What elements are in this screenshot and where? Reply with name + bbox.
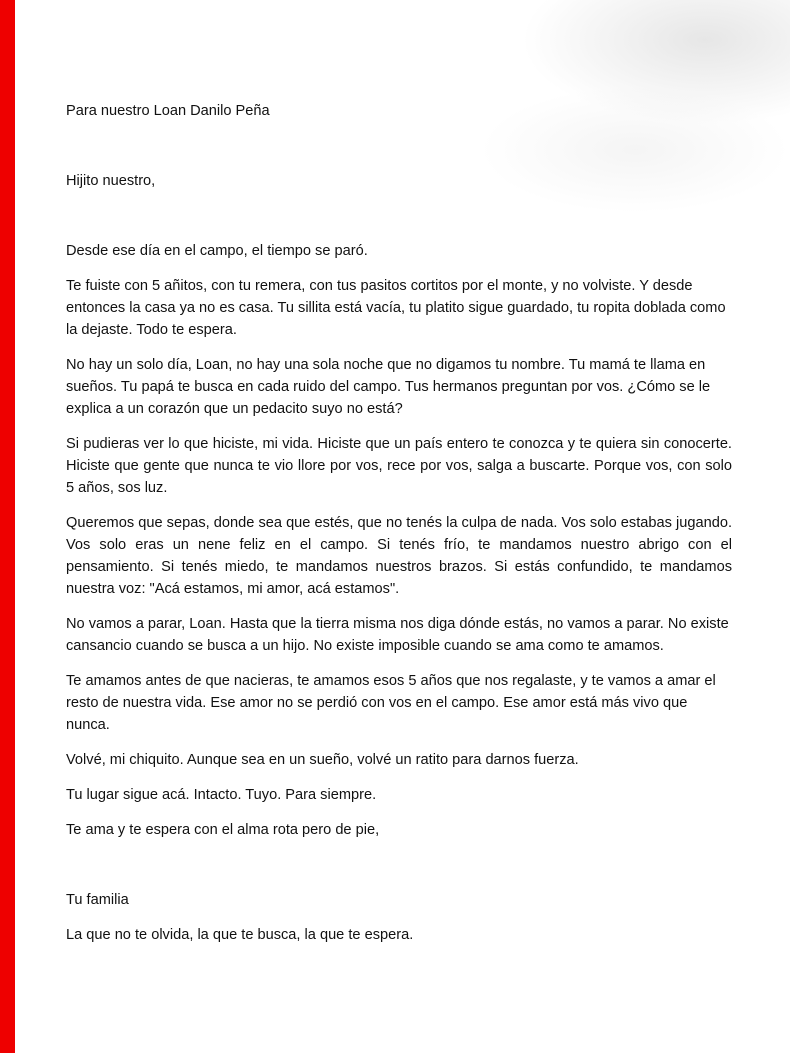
letter-body <box>66 100 732 946</box>
paragraph-1: Desde ese día en el campo, el tiempo se paró. <box>66 243 368 259</box>
postscript: La que no te olvida, la que te busca, la que te espera. <box>66 927 414 943</box>
paragraph-8: Volvé, mi chiquito. Aunque sea en un sueño, volvé un ratito para darnos fuerza. <box>66 752 579 768</box>
recipient-line: Para nuestro Loan Danilo Peña <box>66 103 270 119</box>
red-side-bar <box>0 0 15 1053</box>
paragraph-2: Te fuiste con 5 añitos, con tu remera, con tus pasitos cortitos por el monte, y no volviste. Y desde entonces la casa ya no es casa. Tu sillita está vacía, tu platito sigue guardado, tu ropita doblada como la dejaste. Todo te espera. <box>66 278 726 338</box>
closing-line: Te ama y te espera con el alma rota pero de pie, <box>66 822 380 838</box>
letter-page <box>15 0 790 1053</box>
paragraph-3: No hay un solo día, Loan, no hay una sola noche que no digamos tu nombre. Tu mamá te llama en sueños. Tu papá te busca en cada ruido del campo. Tus hermanos preguntan por vos. ¿Cómo se le explica a un corazón que un pedacito suyo no está? <box>66 357 711 417</box>
paragraph-5: Queremos que sepas, donde sea que estés, que no tenés la culpa de nada. Vos solo estabas jugando. Vos solo eras un nene feliz en el campo. Si tenés frío, te mandamos nuestro abrigo con el pensamiento. Si tenés miedo, te mandamos nuestros brazos. Si estás confundido, te mandamos nuestra voz: "Acá estamos, mi amor, acá estamos". <box>66 515 732 597</box>
salutation: Hijito nuestro, <box>66 173 156 189</box>
paragraph-6: No vamos a parar, Loan. Hasta que la tierra misma nos diga dónde estás, no vamos a parar. No existe cansancio cuando se busca a un hijo. No existe imposible cuando se ama como te amamos. <box>66 616 729 654</box>
paragraph-9: Tu lugar sigue acá. Intacto. Tuyo. Para siempre. <box>66 787 377 803</box>
paragraph-4: Si pudieras ver lo que hiciste, mi vida. Hiciste que un país entero te conozca y te quiera sin conocerte. Hiciste que gente que nunca te vio llore por vos, rece por vos, salga a buscarte. Porque vos, con solo 5 años, sos luz. <box>66 436 732 496</box>
signature: Tu familia <box>66 892 129 908</box>
paragraph-7: Te amamos antes de que nacieras, te amamos esos 5 años que nos regalaste, y te vamos a amar el resto de nuestra vida. Ese amor no se perdió con vos en el campo. Ese amor está más vivo que nunca. <box>66 673 716 733</box>
